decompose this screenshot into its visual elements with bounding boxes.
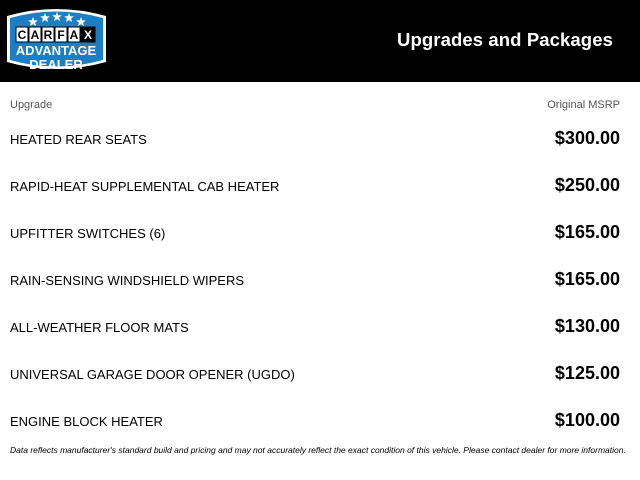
svg-text:F: F xyxy=(57,28,65,42)
upgrade-row xyxy=(0,162,640,209)
page-title: Upgrades and Packages xyxy=(397,29,613,50)
upgrade-name: ALL-WEATHER FLOOR MATS xyxy=(10,320,189,335)
upgrade-price: $300.00 xyxy=(554,128,620,148)
disclaimer-text: Data reflects manufacturer's standard build and pricing and may not accurately reflect the exact condition of this vehicle. Please contact dealer for more information. xyxy=(10,445,626,455)
page-header xyxy=(0,0,640,82)
svg-text:DEALER: DEALER xyxy=(29,57,83,72)
upgrade-price: $250.00 xyxy=(554,175,620,195)
upgrade-name: UNIVERSAL GARAGE DOOR OPENER (UGDO) xyxy=(10,367,295,382)
upgrade-price: $125.00 xyxy=(554,363,620,383)
upgrade-price: $165.00 xyxy=(554,222,620,242)
upgrades-list xyxy=(0,115,640,444)
carfax-advantage-dealer-logo xyxy=(3,4,110,78)
upgrade-name: RAPID-HEAT SUPPLEMENTAL CAB HEATER xyxy=(10,179,280,194)
upgrade-price: $130.00 xyxy=(554,316,620,336)
msrp-column-header: Original MSRP xyxy=(547,99,620,111)
upgrade-price: $165.00 xyxy=(554,269,620,289)
svg-text:R: R xyxy=(43,28,53,42)
upgrade-row xyxy=(0,115,640,162)
svg-text:X: X xyxy=(83,28,93,42)
carfax-wordmark xyxy=(16,27,95,42)
svg-text:A: A xyxy=(30,28,40,42)
svg-text:A: A xyxy=(69,28,79,42)
upgrade-name: UPFITTER SWITCHES (6) xyxy=(10,226,166,241)
svg-text:ADVANTAGE: ADVANTAGE xyxy=(15,43,97,58)
upgrade-row xyxy=(0,256,640,303)
upgrade-name: HEATED REAR SEATS xyxy=(10,132,147,147)
svg-text:C: C xyxy=(17,28,27,42)
upgrade-row xyxy=(0,350,640,397)
carfax-logo-graphic xyxy=(3,4,110,78)
upgrade-row xyxy=(0,209,640,256)
upgrade-name: ENGINE BLOCK HEATER xyxy=(10,414,163,429)
upgrade-column-header: Upgrade xyxy=(10,99,53,111)
upgrade-row xyxy=(0,303,640,350)
upgrade-name: RAIN-SENSING WINDSHIELD WIPERS xyxy=(10,273,245,288)
upgrade-row xyxy=(0,397,640,444)
upgrade-price: $100.00 xyxy=(554,410,620,430)
